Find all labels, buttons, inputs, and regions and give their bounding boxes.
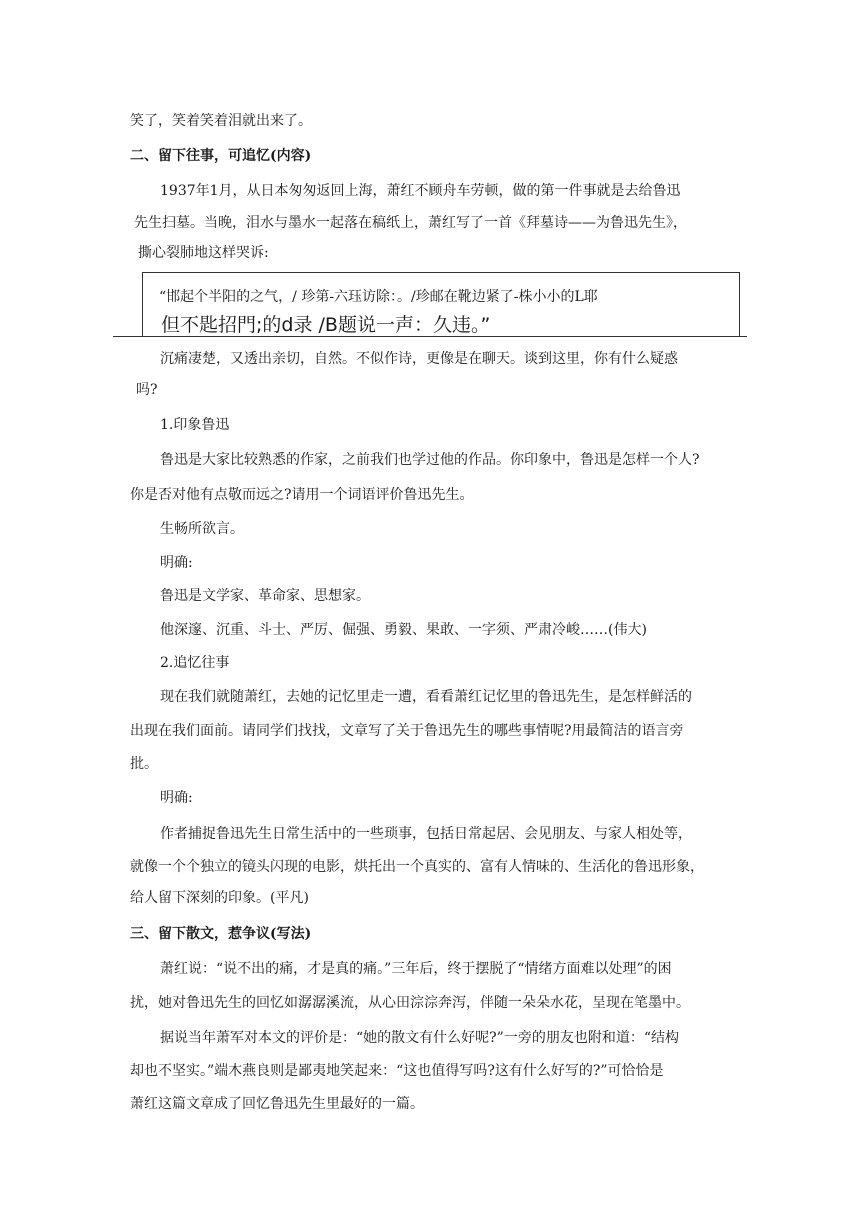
text-line: 扰，她对鲁迅先生的回忆如潺潺溪流，从心田淙淙奔泻，伴随一朵朵水花，呈现在笔墨中。 [130,995,690,1011]
text-line: 现在我们就随萧红，去她的记忆里走一遭，看看萧红记忆里的鲁迅先生，是怎样鲜活的 [160,689,692,705]
text-line: 却也不坚实。”端木燕良则是鄙夷地笑起来：“这也值得写吗?这有什么好写的?”可恰恰是 [130,1063,664,1079]
text-line: 你是否对他有点敬而远之?请用一个词语评价鲁迅先生。 [130,487,474,503]
text-line: 撕心裂肺地这样哭诉: [138,245,269,261]
text-line: 生畅所欲言。 [160,521,244,537]
text-line: 1937年1月，从日本匆匆返回上海，萧红不顾舟车劳顿，做的第一件事就是去给鲁迅 [160,183,681,199]
text-line: 给人留下深刻的印象。(平凡) [130,890,309,906]
text-line: 先生扫墓。当晚，泪水与墨水一起落在稿纸上，萧红写了一首《拜墓诗——为鲁迅先生》， [134,215,687,231]
poem-line-1: “邯起个半阳的之气，/ 珍第-六珏访除：。/珍邮在靴边紧了-株小小的L耶 [159,289,598,305]
text-line: 吗? [136,382,158,398]
text-line: 明确: [160,790,193,806]
text-line: 据说当年萧军对本文的评价是：“她的散文有什么好呢?”一旁的朋友也附和道：“结构 [160,1030,679,1046]
text-line: 批。 [130,756,158,772]
text-line: 明确: [160,555,193,571]
text-line: 他深邃、沉重、斗士、严厉、倔强、勇毅、果敢、一字须、严肃冷峻……(伟大) [160,622,647,638]
text-line: 萧红这篇文章成了回忆鲁迅先生里最好的一篇。 [130,1096,424,1112]
text-line: 萧红说：“说不出的痛，才是真的痛。”三年后，终于摆脱了“情绪方面难以处理”的困 [160,961,672,977]
poem-line-2: 但不匙招門;的d录 /B题说一声：久违。” [161,314,491,336]
section-heading-2: 二、留下往事，可追忆(内容) [130,148,312,164]
text-line: 鲁迅是大家比较熟悉的作家，之前我们也学过他的作品。你印象中，鲁迅是怎样一个人? [160,452,700,468]
text-line: 笑了，笑着笑着泪就出来了。 [130,113,312,129]
section-heading-3: 三、留下散文，惹争议(写法) [130,926,312,942]
text-line: 就像一个个独立的镜头闪现的电影，烘托出一个真实的、富有人情味的、生活化的鲁迅形象， [130,859,704,875]
text-line: 鲁迅是文学家、革命家、思想家。 [160,588,370,604]
text-line: 出现在我们面前。请同学们找找，文章写了关于鲁迅先生的哪些事情呢?用最简洁的语言旁 [130,723,684,739]
text-line: 作者捕捉鲁迅先生日常生活中的一些琐事，包括日常起居、会见朋友、与家人相处等， [160,826,692,842]
subheading-recall: 2.追忆往事 [160,655,230,671]
poem-quote-box [142,272,740,337]
subheading-impression: 1.印象鲁迅 [160,417,230,433]
text-line: 沉痛凄楚，又透出亲切，自然。不似作诗，更像是在聊天。谈到这里，你有什么疑惑 [160,351,678,367]
